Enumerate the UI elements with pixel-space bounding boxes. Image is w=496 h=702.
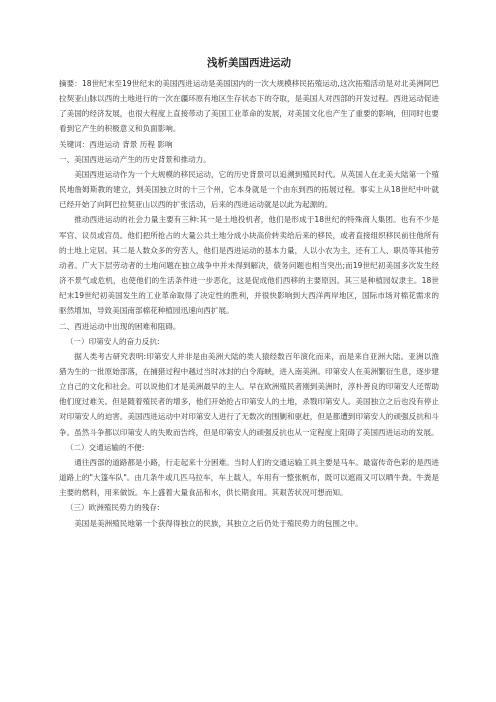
body-paragraph: 据人类考古研究表明:印第安人并非是由美洲大陆的类人猿经数百年演化而来，而是来自亚洲大陆。亚洲以渔猎为生的一批原始部落，在捕猎过程中越过当时冰封的白令海峡，进入南美洲。印第安人在美洲繁衍生息，逐步建立自己的文化和社会。可以说他们才是美洲最早的主人。早在欧洲殖民者刚到美洲时，淳朴善良的印第安人还帮助他们度过难关。但是随着殖民者的增多，他们开始抢占印第安人的土地，杀戮印第安人。美国独立之后也没有停止对印第安人的迫害。美国西进运动中对印第安人进行了无数次的围剿和驱赶，但是都遭到印第安人的顽强反抗和斗争。虽然斗争都以印第安人的失败而告终，但是印第安人的顽强反抗也从一定程度上阻碍了美国西进运动的发展。: [59, 351, 439, 437]
body-paragraph: 推动西进运动的社会力量主要有三种:其一是土地投机者，他们是形成于18世纪的特殊商人集团。也有不少是军官、议员或官员。他们把所抢占的大量公共土地分成小块高价转卖给后来的移民，或者直接组织移民前往他所有的土地上定居。其二是人数众多的穷苦人，他们是西进运动的基本力量，人以小农为主，还有工人、职员等其他劳动者。广大下层劳动者的土地问题在独立战争中并未得到解决，债务问题也相当突出;而19世纪初美国多次发生经济不景气或危机，也使他们的生活条件进一步恶化，这是促成他们西移的主要原因。其三是种植园奴隶主。18世纪末19世纪初美国发生的工业革命取得了决定性的胜利，并很快影响到大西洋两岸地区，国际市场对棉花需求的驱然增加，导致美国南部棉花种植园迅速向西扩展。: [59, 215, 439, 316]
document-title: 浅析美国西进运动: [207, 57, 291, 69]
section-heading-2: 二、西进运动中出现的困难和阻碍。: [59, 321, 181, 331]
subsection-heading: （一）印第安人的奋力反抗:: [65, 336, 160, 346]
body-paragraph: 美国西进运动作为一个大规模的移民运动，它的历史背景可以追溯到殖民时代。从英国人在北美大陆第一个殖民地詹姆斯教的建立，到美国独立时的十三个州，它本身就是一个由东到西的拓展过程。事实上从18世纪中叶就已经开始了向阿巴拉契亚山以西的扩张活动，后来的西进运动就是以此为起源的。: [59, 169, 439, 210]
subsection-heading: （二）交通运输的不便:: [65, 442, 145, 452]
body-paragraph: 美国是美洲殖民地第一个获得得独立的民族，其独立之后仍处于殖民势力的包围之中。: [74, 518, 363, 528]
body-paragraph: 通往西部的道路都是小路，行走起来十分困难。当时人们的交通运输工具主要是马车。最富传奇色彩的是西进道路上的"大篷车队"。由几条牛或几匹马拉车，车上载人，车用有一整张帆布，既可以遮雨又可以晒牛粪。牛粪是主要的燃料，用来做饭。车上盛着大量食品和水，供长期食用。其艰苦状况可想而知。: [59, 457, 439, 498]
section-heading-1: 一、美国西进运动产生的历史背景和推动力。: [59, 154, 211, 164]
keywords-line: 关键词：西进运动 背景 历程 影响: [59, 139, 173, 149]
subsection-heading: （三）欧洲殖民势力的残存:: [65, 503, 160, 513]
abstract-paragraph: 摘要：18世纪末至19世纪末的美国西进运动是美国国内的一次大规模移民拓殖运动,这次拓殖活动是对北美洲阿巴拉契亚山脉以西的土地进行的一次在疆环原有地区生存状态下的夺取，是美国人对西部的开发过程。西进运动促进了美国的经济发展，也很大程度上直接带动了美国工业革命的发展，对美国文化也产生了重要的影响，但同时也要看到它产生的积极意义和负面影响。: [59, 79, 439, 134]
